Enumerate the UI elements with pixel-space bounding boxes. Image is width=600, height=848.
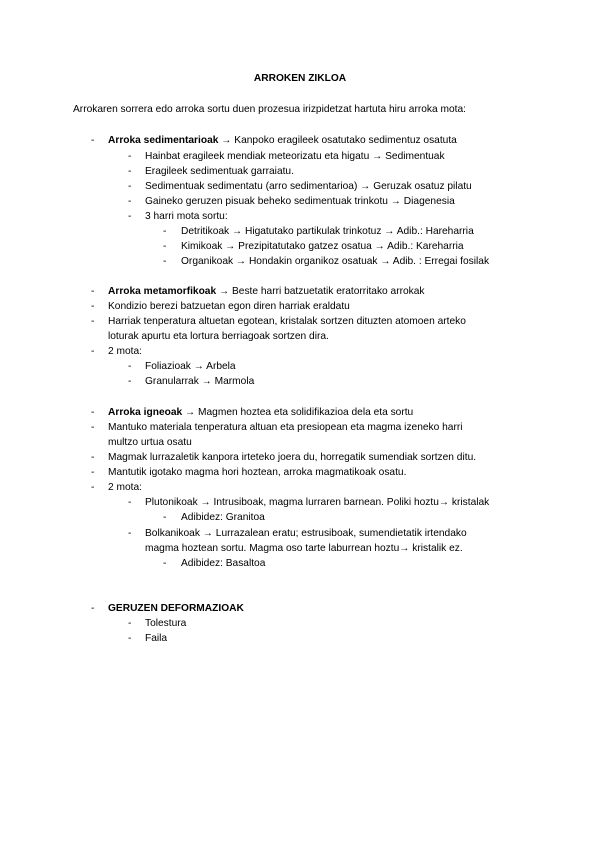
list-item: Tolestura: [145, 618, 187, 629]
bullet-dash: -: [91, 301, 95, 312]
list-item: Plutonikoak → Intrusiboak, magma lurraren barnean. Poliki hoztu→ kristalak: [145, 497, 490, 508]
sed-heading-rest: → Kanpoko eragileek osatutako sedimentuz osatuta: [218, 135, 457, 146]
bullet-dash: -: [128, 211, 132, 222]
meta-heading-rest: → Beste harri batzuetatik eratorritako arrokak: [216, 286, 425, 297]
bullet-dash: -: [128, 376, 132, 387]
bullet-dash: -: [163, 558, 167, 569]
bullet-dash: -: [91, 452, 95, 463]
bullet-dash: -: [91, 316, 95, 327]
intro-paragraph: Arrokaren sorrera edo arroka sortu duen prozesua irizpidetzat hartuta hiru arroka mota:: [73, 104, 466, 115]
list-item: Sedimentuak sedimentatu (arro sedimentarioa) → Geruzak osatuz pilatu: [145, 181, 472, 192]
document-title: ARROKEN ZIKLOA: [253, 73, 347, 84]
list-item: Hainbat eragileek mendiak meteorizatu eta higatu → Sedimentuak: [145, 151, 445, 162]
ign-heading-bold: Arroka igneoak: [108, 407, 183, 418]
list-item: Magmak lurrazaletik kanpora irteteko joera du, horregatik sumendiak sortzen ditu.: [108, 452, 477, 463]
bullet-dash: -: [91, 286, 95, 297]
list-item: Detritikoak → Higatutako partikulak trinkotuz → Adib.: Hareharria: [181, 226, 474, 237]
list-item: Foliazioak → Arbela: [145, 361, 236, 372]
list-item-continuation: loturak apurtu eta lortura berriagoak sortzen dira.: [108, 331, 329, 342]
meta-heading-bold: Arroka metamorfikoak: [108, 286, 217, 297]
def-heading: GERUZEN DEFORMAZIOAK: [108, 603, 244, 614]
list-item: Mantuko materiala tenperatura altuan eta presiopean eta magma izeneko harri: [108, 422, 463, 433]
list-item: Adibidez: Granitoa: [181, 512, 265, 523]
list-item: Kimikoak → Prezipitatutako gatzez osatua → Adib.: Kareharria: [181, 241, 464, 252]
bullet-dash: -: [128, 633, 132, 644]
bullet-dash: -: [91, 482, 95, 493]
bullet-dash: -: [91, 135, 95, 146]
list-item: Granularrak → Marmola: [145, 376, 255, 387]
list-item: Harriak tenperatura altuetan egotean, kristalak sortzen dituzten atomoen arteko: [108, 316, 466, 327]
bullet-dash: -: [91, 422, 95, 433]
bullet-dash: -: [91, 603, 95, 614]
list-item: Gaineko geruzen pisuak beheko sedimentuak trinkotu → Diagenesia: [145, 196, 455, 207]
bullet-dash: -: [91, 346, 95, 357]
list-item: Mantutik igotako magma hori hoztean, arroka magmatikoak osatu.: [108, 467, 407, 478]
sed-heading-bold: Arroka sedimentarioak: [108, 135, 219, 146]
list-item: 2 mota:: [108, 346, 142, 357]
list-item: Bolkanikoak → Lurrazalean eratu; estrusiboak, sumendietatik irtendako: [145, 528, 467, 539]
list-item: Organikoak → Hondakin organikoz osatuak → Adib. : Erregai fosilak: [181, 256, 490, 267]
bullet-dash: -: [91, 467, 95, 478]
bullet-dash: -: [163, 256, 167, 267]
bullet-dash: -: [128, 151, 132, 162]
list-item: 2 mota:: [108, 482, 142, 493]
bullet-dash: -: [128, 181, 132, 192]
bullet-dash: -: [128, 528, 132, 539]
bullet-dash: -: [128, 196, 132, 207]
bullet-dash: -: [91, 407, 95, 418]
meta-heading: [108, 285, 425, 298]
list-item: Faila: [145, 633, 168, 644]
list-item: 3 harri mota sortu:: [145, 211, 228, 222]
bullet-dash: -: [128, 166, 132, 177]
list-item: Kondizio berezi batzuetan egon diren harriak eraldatu: [108, 301, 350, 312]
bullet-dash: -: [163, 241, 167, 252]
bullet-dash: -: [163, 226, 167, 237]
sed-heading: [108, 134, 457, 147]
bullet-dash: -: [128, 618, 132, 629]
ign-heading: [108, 406, 413, 419]
list-item: Adibidez: Basaltoa: [181, 558, 266, 569]
list-item: Eragileek sedimentuak garraiatu.: [145, 166, 294, 177]
ign-heading-rest: → Magmen hoztea eta solidifikazioa dela eta sortu: [182, 407, 414, 418]
bullet-dash: -: [128, 361, 132, 372]
bullet-dash: -: [128, 497, 132, 508]
list-item-continuation: magma hoztean sortu. Magma oso tarte laburrean hoztu→ kristalik ez.: [145, 543, 463, 554]
list-item-continuation: multzo urtua osatu: [108, 437, 192, 448]
bullet-dash: -: [163, 512, 167, 523]
